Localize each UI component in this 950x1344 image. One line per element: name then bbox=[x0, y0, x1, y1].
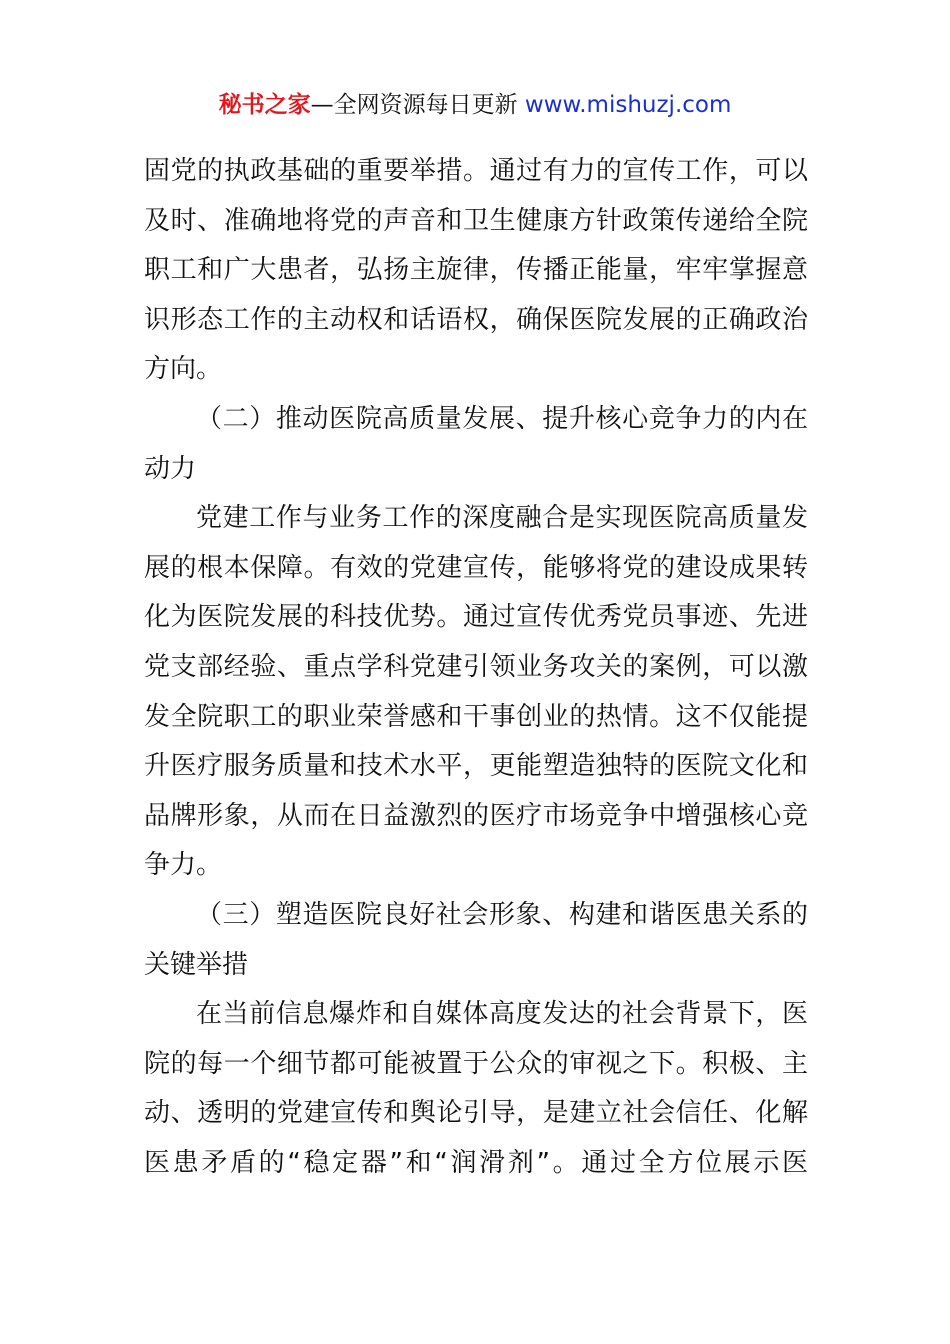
section-heading-2-cont: 动力 bbox=[144, 453, 197, 484]
text-line: 在当前信息爆炸和自媒体高度发达的社会背景下，医 bbox=[196, 999, 808, 1030]
text-line: 展的根本保障。有效的党建宣传，能够将党的建设成果转 bbox=[144, 552, 808, 583]
site-url-link[interactable]: www.mishuzj.com bbox=[524, 92, 732, 118]
header-tagline: —全网资源每日更新 bbox=[310, 92, 518, 118]
text-line: 化为医院发展的科技优势。通过宣传优秀党员事迹、先进 bbox=[144, 602, 808, 633]
brand-name: 秘书之家 bbox=[218, 92, 311, 118]
text-line: 固党的执政基础的重要举措。通过有力的宣传工作，可以 bbox=[144, 156, 808, 186]
section-heading-2: （二）推动医院高质量发展、提升核心竞争力的内在 bbox=[196, 403, 808, 434]
document-body bbox=[144, 147, 808, 1188]
text-line: 院的每一个细节都可能被置于公众的审视之下。积极、主 bbox=[144, 1048, 808, 1079]
text-line: 党支部经验、重点学科党建引领业务攻关的案例，可以激 bbox=[144, 651, 808, 682]
text-line: 争力。 bbox=[144, 850, 223, 881]
section-heading-3-cont: 关键举措 bbox=[144, 949, 249, 980]
section-heading-3: （三）塑造医院良好社会形象、构建和谐医患关系的 bbox=[196, 899, 808, 930]
text-line: 品牌形象，从而在日益激烈的医疗市场竞争中增强核心竞 bbox=[144, 800, 808, 831]
text-line: 医患矛盾的“稳定器”和“润滑剂”。通过全方位展示医 bbox=[144, 1147, 808, 1178]
text-line: 动、透明的党建宣传和舆论引导，是建立社会信任、化解 bbox=[144, 1098, 808, 1129]
text-line: 方向。 bbox=[144, 354, 223, 385]
text-line: 职工和广大患者，弘扬主旋律，传播正能量，牢牢掌握意 bbox=[144, 255, 808, 286]
text-line: 发全院职工的职业荣誉感和干事创业的热情。这不仅能提 bbox=[144, 701, 808, 732]
text-line: 及时、准确地将党的声音和卫生健康方针政策传递给全院 bbox=[144, 205, 808, 236]
text-line: 升医疗服务质量和技术水平，更能塑造独特的医院文化和 bbox=[144, 751, 808, 782]
text-line: 党建工作与业务工作的深度融合是实现医院高质量发 bbox=[196, 503, 808, 534]
page-header bbox=[0, 88, 950, 122]
text-line: 识形态工作的主动权和话语权，确保医院发展的正确政治 bbox=[144, 304, 808, 335]
